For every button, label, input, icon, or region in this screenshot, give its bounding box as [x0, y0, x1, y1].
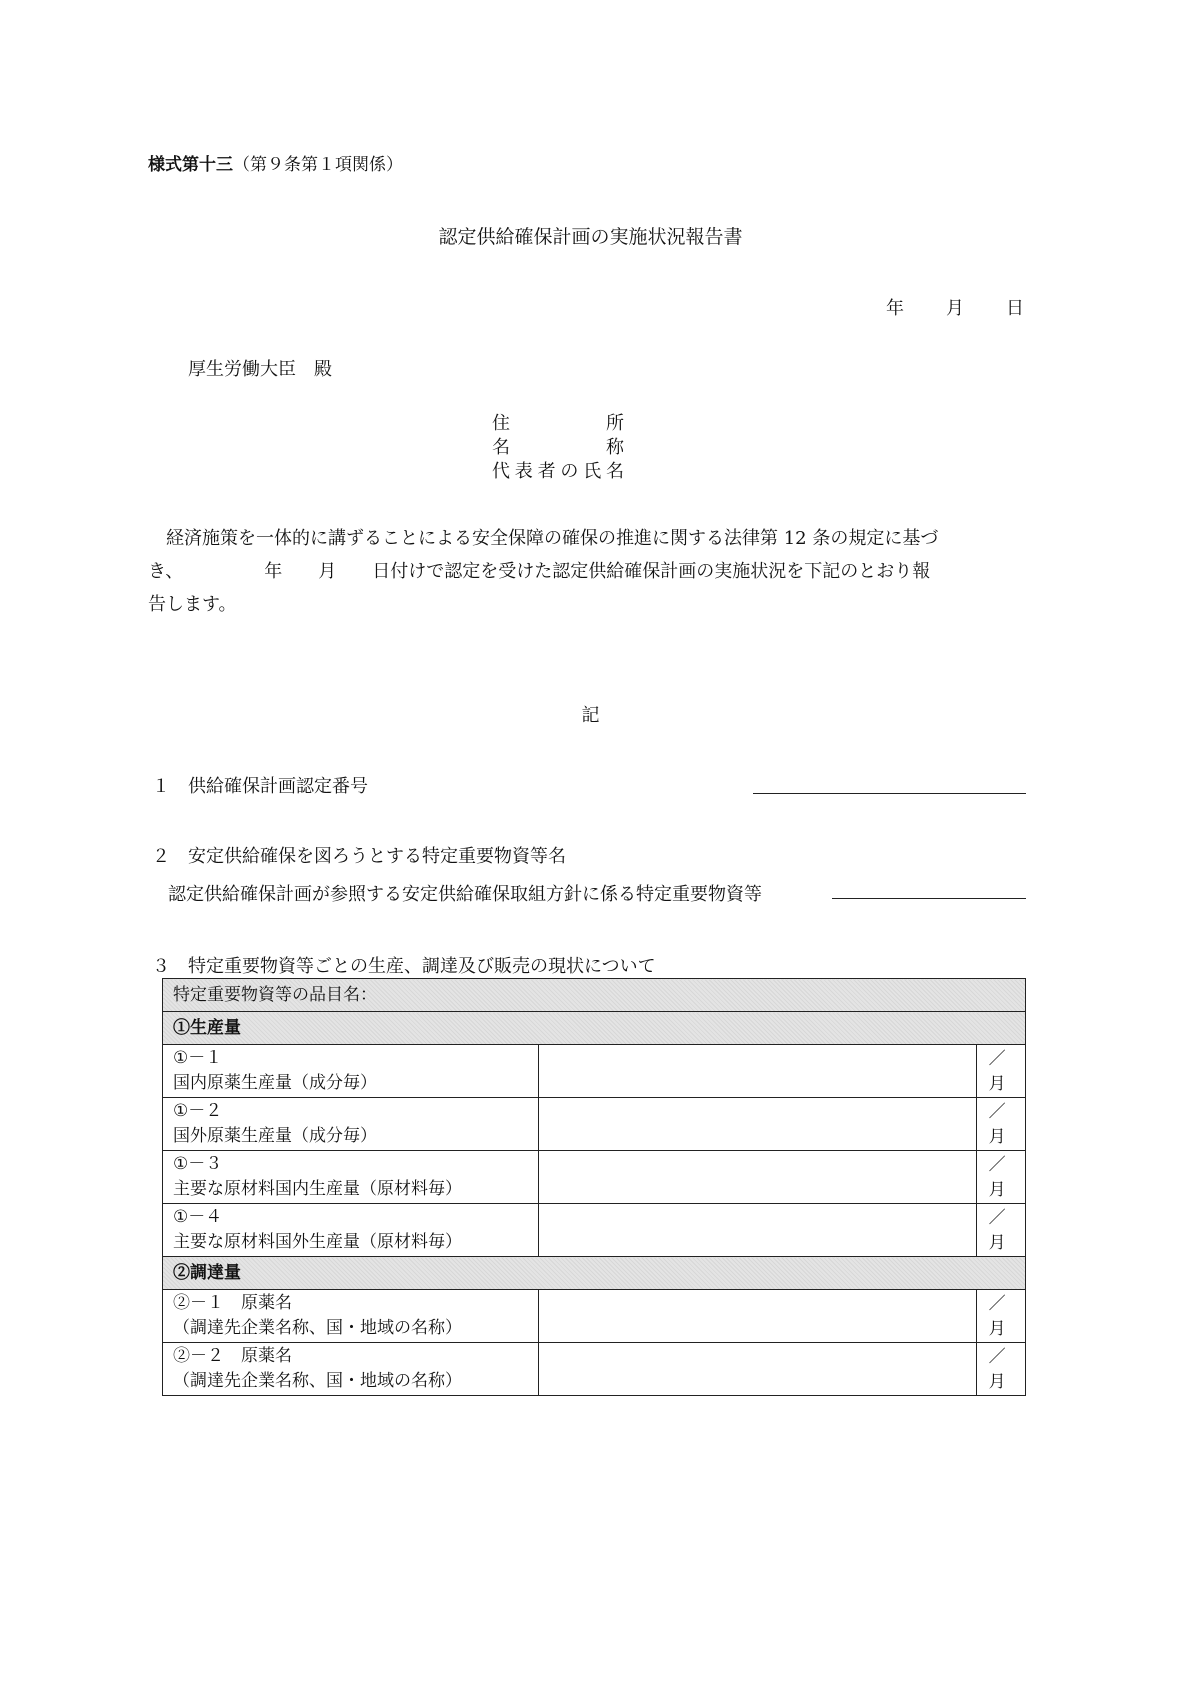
report-statement: [148, 522, 1024, 621]
table-row: [163, 1012, 1026, 1045]
value-cell[interactable]: [539, 1098, 977, 1151]
sender-block: [492, 412, 624, 484]
addressee: 厚生労働大臣 殿: [188, 359, 332, 380]
table-row: [163, 1151, 1026, 1204]
date-line: [886, 294, 1024, 320]
unit-cell: ／月: [976, 1343, 1025, 1396]
row-label: ①－２ 国外原薬生産量（成分毎）: [163, 1098, 539, 1151]
value-cell[interactable]: [539, 1290, 977, 1343]
item-3-label: ３ 特定重要物資等ごとの生産、調達及び販売の現状について: [152, 956, 656, 977]
form-number-clause: （第９条第１項関係）: [233, 155, 403, 175]
document-title: 認定供給確保計画の実施状況報告書: [438, 226, 743, 248]
date-year: 年: [886, 298, 904, 319]
section-procurement-heading: ②調達量: [163, 1257, 1026, 1290]
product-name-cell[interactable]: 特定重要物資等の品目名：: [163, 979, 1026, 1012]
unit-cell: ／月: [976, 1290, 1025, 1343]
table-row: [163, 1343, 1026, 1396]
item-1-label: １ 供給確保計画認定番号: [152, 776, 368, 797]
row-label: ①－４ 主要な原材料国外生産量（原材料毎）: [163, 1204, 539, 1257]
unit-cell: ／月: [976, 1098, 1025, 1151]
unit-cell: ／月: [976, 1151, 1025, 1204]
table-row: [163, 1098, 1026, 1151]
report-statement-line-3: 告します。: [148, 594, 237, 615]
form-number-bold: 様式第十三: [148, 155, 233, 175]
value-cell[interactable]: [539, 1151, 977, 1204]
row-label: ②－１ 原薬名 （調達先企業名称、国・地域の名称）: [163, 1290, 539, 1343]
item-1-fill-line[interactable]: [753, 793, 1026, 794]
value-cell[interactable]: [539, 1204, 977, 1257]
table-row: [163, 1257, 1026, 1290]
date-month: 月: [946, 298, 964, 319]
row-label: ①－３ 主要な原材料国内生産量（原材料毎）: [163, 1151, 539, 1204]
report-statement-line-1: 経済施策を一体的に講ずることによる安全保障の確保の推進に関する法律第 12 条の規定に基づ: [148, 528, 939, 549]
table-row: [163, 1204, 1026, 1257]
table-row: [163, 1290, 1026, 1343]
sender-name-label: 名称: [492, 437, 624, 458]
form-number: [148, 150, 403, 175]
unit-cell: ／月: [976, 1045, 1025, 1098]
item-2-label: ２ 安定供給確保を図ろうとする特定重要物資等名: [152, 846, 566, 867]
item-2-fill-line[interactable]: [832, 898, 1026, 899]
row-label: ①－１ 国内原薬生産量（成分毎）: [163, 1045, 539, 1098]
unit-cell: ／月: [976, 1204, 1025, 1257]
value-cell[interactable]: [539, 1343, 977, 1396]
table-row: [163, 1045, 1026, 1098]
table-row: [163, 979, 1026, 1012]
value-cell[interactable]: [539, 1045, 977, 1098]
section-production-heading: ①生産量: [163, 1012, 1026, 1045]
sender-representative-label: 代表者の氏名: [492, 461, 624, 482]
report-statement-line-2: き、 年 月 日付けで認定を受けた認定供給確保計画の実施状況を下記のとおり報: [148, 561, 931, 582]
row-label: ②－２ 原薬名 （調達先企業名称、国・地域の名称）: [163, 1343, 539, 1396]
date-day: 日: [1006, 298, 1024, 319]
ki-heading: 記: [581, 705, 600, 726]
sender-address-label: 住所: [492, 413, 624, 434]
item-2-sub-label: 認定供給確保計画が参照する安定供給確保取組方針に係る特定重要物資等: [168, 884, 762, 905]
status-table: [162, 978, 1026, 1396]
